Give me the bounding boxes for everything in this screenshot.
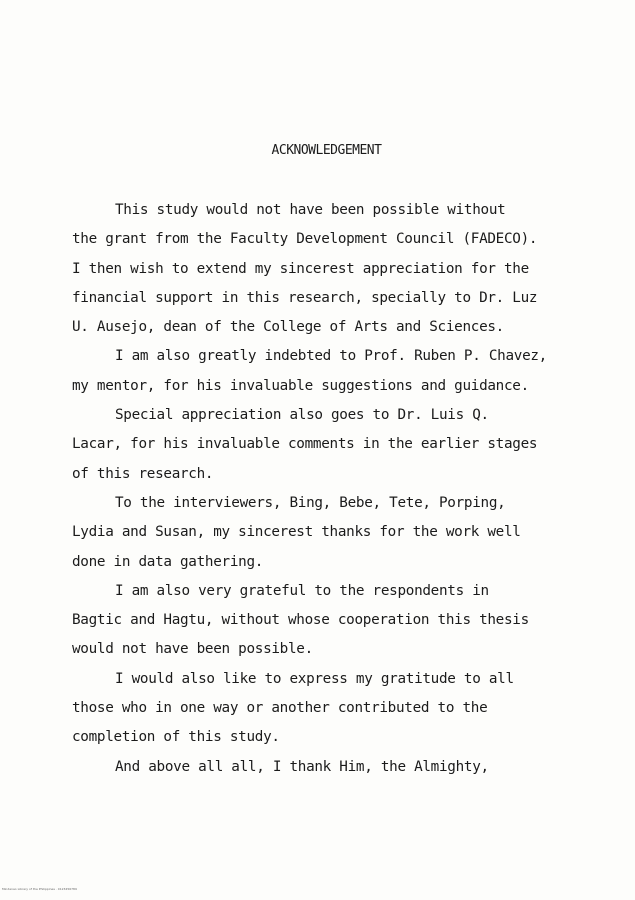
text-line: U. Ausejo, dean of the College of Arts and Sciences. [72, 319, 504, 336]
text-line: my mentor, for his invaluable suggestions and guidance. [72, 377, 529, 394]
text-line: of this research. [72, 465, 214, 482]
text-line: Lacar, for his invaluable comments in the earlier stages [72, 436, 538, 453]
text-line: I would also like to express my gratitude to all [115, 670, 514, 687]
text-line: Special appreciation also goes to Dr. Luis Q. [115, 407, 489, 424]
text-line: completion of this study. [72, 729, 280, 746]
text-line: those who in one way or another contributed to the [72, 700, 488, 717]
text-line: To the interviewers, Bing, Bebe, Tete, Porping, [115, 494, 506, 511]
text-line: Bagtic and Hagtu, without whose cooperation this thesis [72, 612, 529, 629]
text-line: And above all all, I thank Him, the Almighty, [115, 758, 489, 775]
page-title: ACKNOWLEDGEMENT [271, 143, 382, 158]
text-line: This study would not have been possible without [115, 202, 506, 218]
text-line: would not have been possible. [72, 641, 313, 658]
text-line: done in data gathering. [72, 553, 264, 570]
text-line: I am also very grateful to the respondents in [115, 582, 489, 599]
text-line: I am also greatly indebted to Prof. Ruben P. Chavez, [115, 348, 547, 365]
acknowledgement-body [72, 196, 592, 782]
text-line: the grant from the Faculty Development Council (FADECO). [72, 231, 538, 248]
text-line: Lydia and Susan, my sincerest thanks for the work well [72, 524, 521, 541]
text-line: I then wish to extend my sincerest appreciation for the [72, 260, 529, 277]
text-line: financial support in this research, specially to Dr. Luz [72, 289, 538, 306]
footer-stamp: Mindanao Library of the Philippines · 0123456789 [2, 887, 77, 891]
